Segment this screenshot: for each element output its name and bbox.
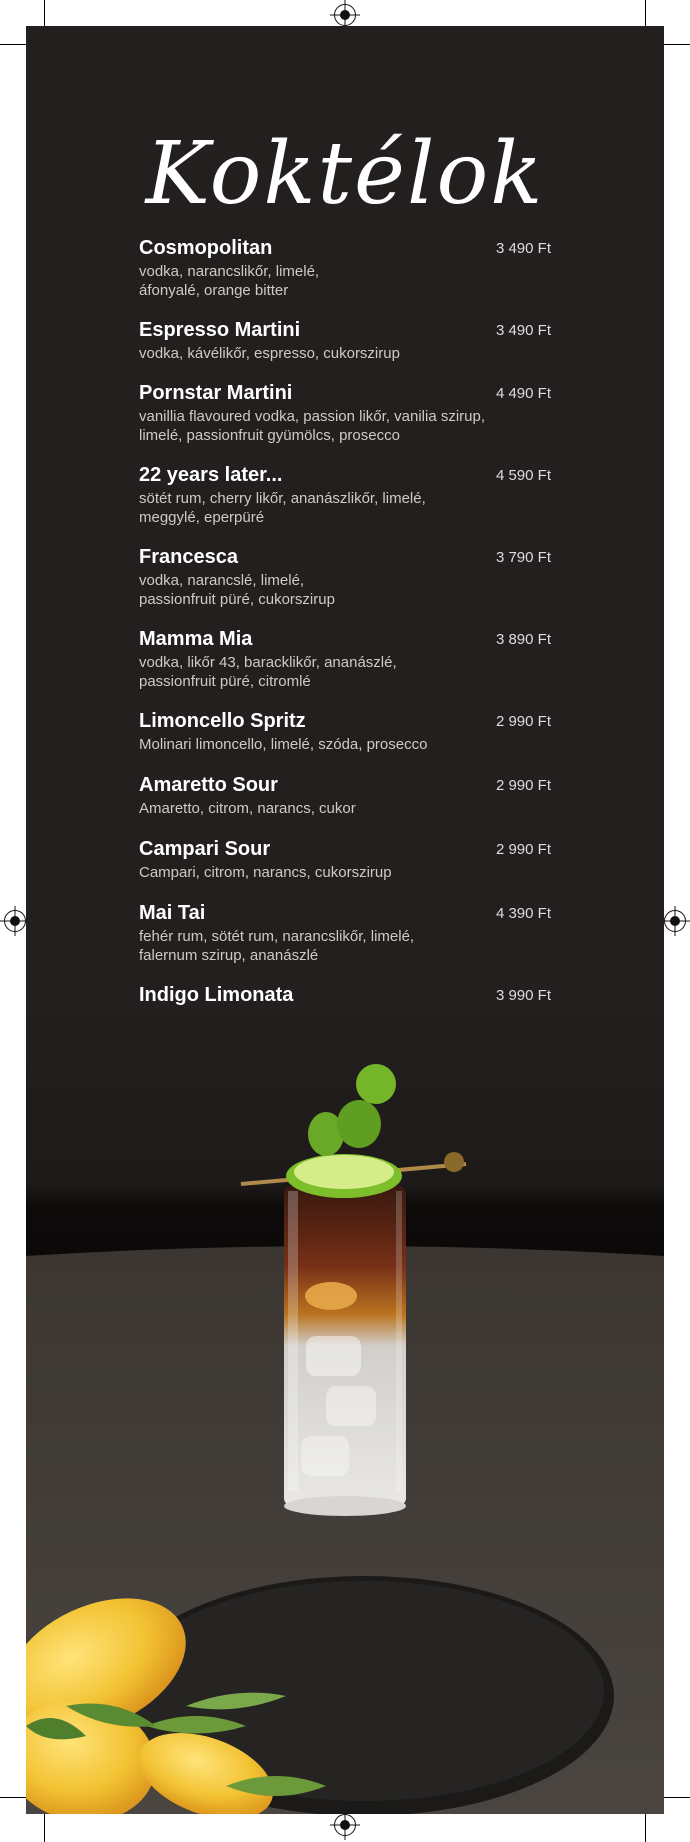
registration-mark-icon xyxy=(334,4,356,26)
item-name: 22 years later... xyxy=(139,464,283,486)
cocktail-glass xyxy=(284,1186,406,1516)
crop-mark xyxy=(44,1812,45,1842)
item-price: 2 990 Ft xyxy=(495,777,551,794)
item-name: Mai Tai xyxy=(139,902,206,924)
item-name: Mamma Mia xyxy=(139,628,253,650)
item-description: sötét rum, cherry likőr, ananászlikőr, limelé, meggylé, eperpüré xyxy=(139,490,426,526)
item-description: vodka, narancslé, limelé, passionfruit püré, cukorszirup xyxy=(139,572,335,608)
item-name: Campari Sour xyxy=(139,838,271,860)
item-name: Limoncello Spritz xyxy=(139,710,306,732)
item-name: Cosmopolitan xyxy=(139,237,273,259)
item-name: Espresso Martini xyxy=(139,319,301,341)
item-name: Amaretto Sour xyxy=(139,774,278,796)
item-price: 2 990 Ft xyxy=(495,841,551,858)
item-price: 3 890 Ft xyxy=(495,631,551,648)
menu-title: Koktélok xyxy=(145,124,545,224)
item-price: 2 990 Ft xyxy=(495,713,551,730)
item-name: Indigo Limonata xyxy=(139,984,294,1006)
cocktail-photo xyxy=(26,1006,664,1814)
item-price: 3 490 Ft xyxy=(495,240,551,257)
lime-cube xyxy=(337,1100,381,1148)
crop-mark xyxy=(660,1797,690,1798)
item-name: Francesca xyxy=(139,546,238,568)
menu-panel xyxy=(26,26,664,1814)
item-price: 4 390 Ft xyxy=(495,905,551,922)
item-price: 3 490 Ft xyxy=(495,322,551,339)
item-name: Pornstar Martini xyxy=(139,382,293,404)
item-description: vodka, kávélikőr, espresso, cukorszirup xyxy=(139,345,400,362)
item-description: fehér rum, sötét rum, narancslikőr, limelé, falernum szirup, ananászlé xyxy=(139,928,415,964)
registration-mark-icon xyxy=(664,910,686,932)
item-description: vodka, likőr 43, baracklikőr, ananászlé, passionfruit püré, citromlé xyxy=(139,654,397,690)
item-description: vodka, narancslikőr, limelé, áfonyalé, orange bitter xyxy=(139,263,320,299)
registration-mark-icon xyxy=(334,1814,356,1836)
item-price: 4 590 Ft xyxy=(495,467,551,484)
crop-mark xyxy=(645,1812,646,1842)
item-price: 4 490 Ft xyxy=(495,385,551,402)
crop-mark xyxy=(660,44,690,45)
skewer-knot xyxy=(444,1152,464,1172)
item-description: Campari, citrom, narancs, cukorszirup xyxy=(139,864,392,881)
item-description: vanillia flavoured vodka, passion likőr, vanilia szirup, limelé, passionfruit gyümölcs, prosecco xyxy=(139,408,486,444)
item-description: Amaretto, citrom, narancs, cukor xyxy=(139,800,356,817)
registration-mark-icon xyxy=(4,910,26,932)
item-description: Molinari limoncello, limelé, szóda, prosecco xyxy=(139,736,428,753)
item-price: 3 790 Ft xyxy=(495,549,551,566)
item-price: 3 990 Ft xyxy=(495,987,551,1004)
lime-cube xyxy=(356,1064,396,1104)
